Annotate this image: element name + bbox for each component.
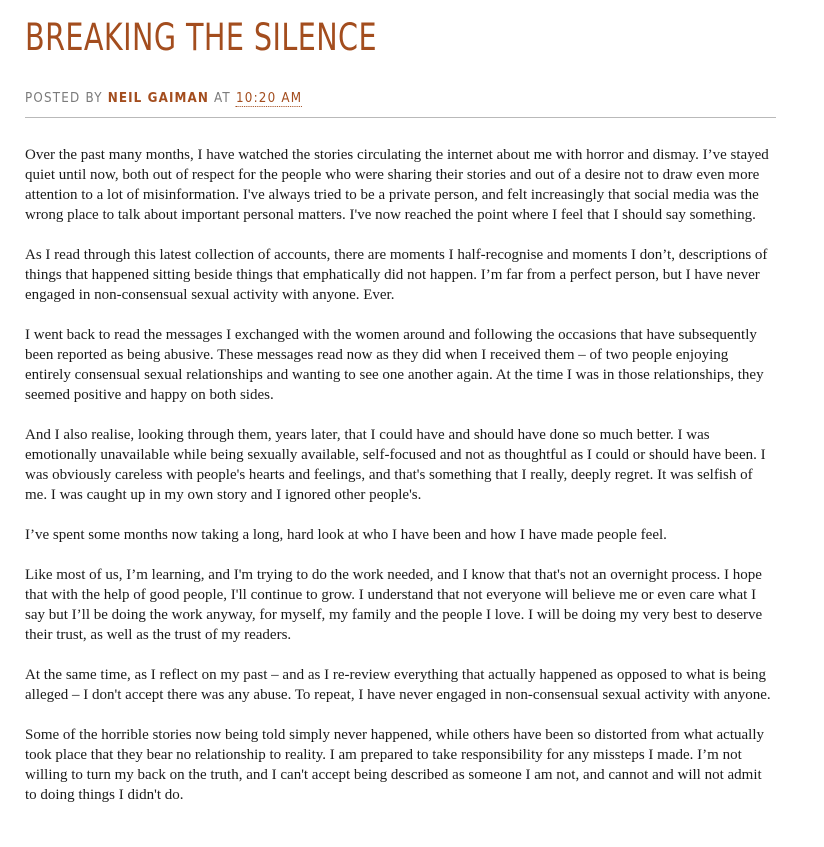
author-link[interactable]: NEIL GAIMAN (107, 91, 209, 106)
paragraph: Like most of us, I’m learning, and I'm trying to do the work needed, and I know that that's not an overnight process. I hope that with the help of good people, I'll continue to grow. I understand that not everyone will believe me or even care what I say but I’ll be doing the work anyway, for myself, my family and the people I love. I will be doing my very best to deserve their trust, as well as the trust of my readers. (25, 567, 763, 643)
post-body (25, 145, 777, 825)
paragraph: At the same time, as I reflect on my past – and as I re-review everything that actually happened as opposed to what is being alleged – I don't accept there was any abuse. To repeat, I have never engaged in non-consensual sexual activity with anyone. (25, 667, 771, 703)
paragraph: And I also realise, looking through them, years later, that I could have and should have done so much better. I was emotionally unavailable while being sexually available, self-focused and not as thoughtful as I could or should have been. I was obviously careless with people's hearts and feelings, and that's something that I really, deeply regret. It was selfish of me. I was caught up in my own story and I ignored other people's. (25, 427, 766, 503)
at-label: AT (213, 91, 231, 106)
post-title: BREAKING THE SILENCE (25, 16, 378, 59)
post-timestamp-link[interactable]: 10:20 AM (235, 91, 303, 106)
posted-by-label: POSTED BY (25, 91, 103, 106)
paragraph: Some of the horrible stories now being told simply never happened, while others have been so distorted from what actually took place that they bear no relationship to reality. I am prepared to take responsibility for any missteps I made. I’m not willing to turn my back on the truth, and I can't accept being described as someone I am not, and cannot and will not admit to doing things I didn't do. (25, 727, 764, 803)
paragraph: Over the past many months, I have watched the stories circulating the internet about me with horror and dismay. I’ve stayed quiet until now, both out of respect for the people who were sharing their stories and out of a desire not to draw even more attention to a lot of misinformation. I've always tried to be a private person, and felt increasingly that social media was the wrong place to talk about important personal matters. I've now reached the point where I feel that I should say something. (25, 147, 769, 223)
paragraph: I’ve spent some months now taking a long, hard look at who I have been and how I have made people feel. (25, 527, 667, 543)
paragraph: I went back to read the messages I exchanged with the women around and following the occasions that have subsequently been reported as being abusive. These messages read now as they did when I received them – of two people enjoying entirely consensual sexual relationships and wanting to see one another again. At the time I was in those relationships, they seemed positive and happy on both sides. (25, 327, 764, 403)
header-divider (25, 117, 776, 118)
paragraph: As I read through this latest collection of accounts, there are moments I half-recognise and moments I don’t, descriptions of things that happened sitting beside things that emphatically did not happen. I’m far from a perfect person, but I have never engaged in non-consensual sexual activity with anyone. Ever. (25, 247, 768, 303)
post-meta (25, 91, 302, 107)
